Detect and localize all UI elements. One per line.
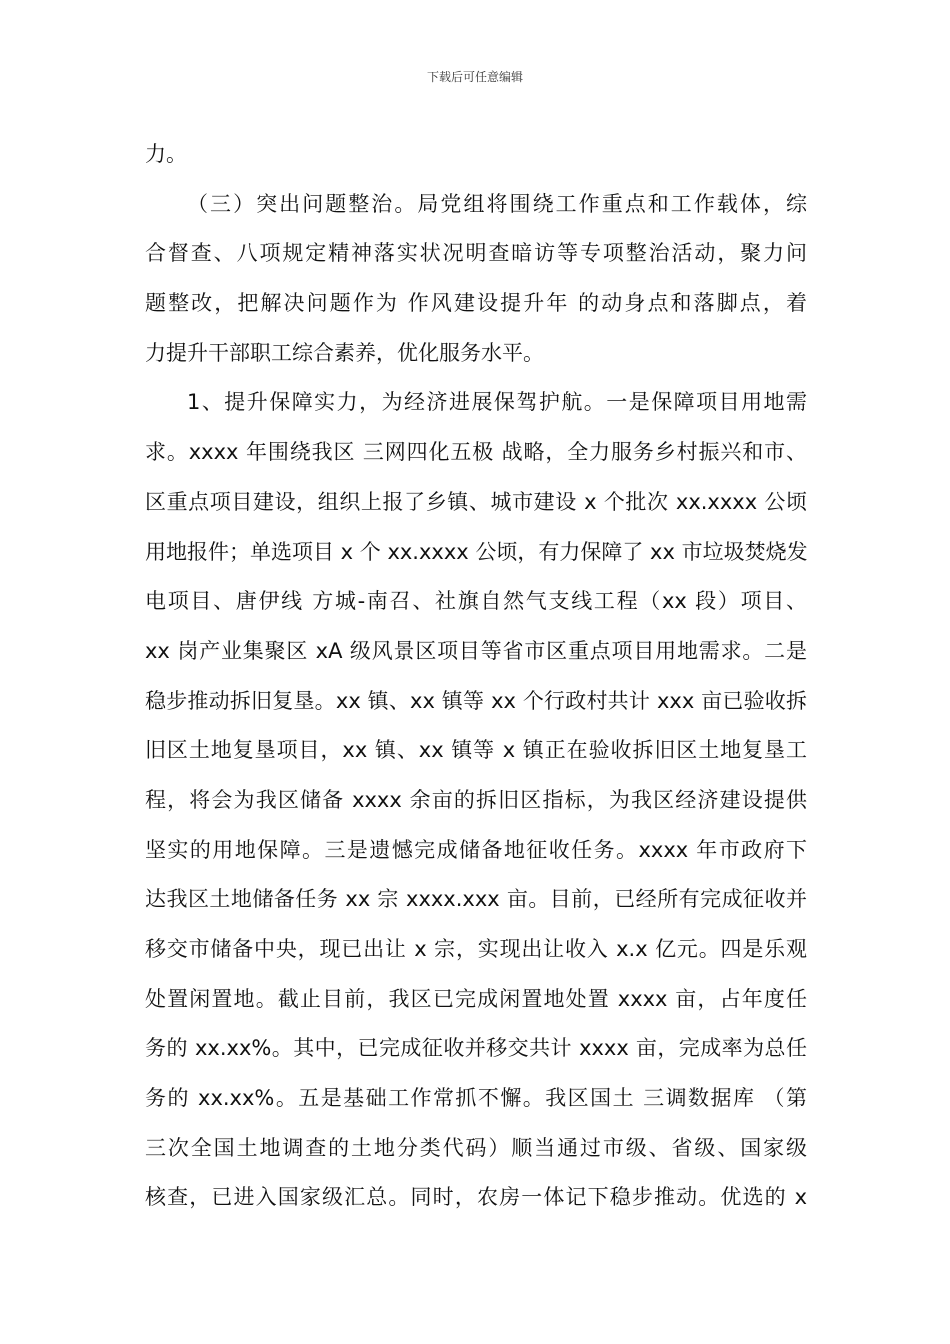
page-header: 下载后可任意编辑 [426, 70, 523, 84]
text-line: 处置闲置地。截止目前，我区已完成闲置地处置 xxxx 亩，占年度任 [145, 986, 807, 1011]
text-line: 移交市储备中央，现已出让 x 宗，实现出让收入 x.x 亿元。四是乐观 [145, 937, 807, 961]
text-line: 力。 [145, 142, 187, 166]
text-line: 力提升干部职工综合素养，优化服务水平。 [145, 340, 544, 365]
text-line: 用地报件；单选项目 x 个 xx.xxxx 公顷，有力保障了 xx 市垃圾焚烧发 [145, 539, 808, 564]
text-line: 务的 xx.xx%。五是基础工作常抓不懈。我区国土 三调数据库 （第 [145, 1086, 807, 1111]
text-line: 三次全国土地调查的土地分类代码）顺当通过市级、省级、国家级 [145, 1135, 807, 1160]
text-line: （三）突出问题整治。局党组将围绕工作重点和工作载体，综 [187, 191, 807, 216]
text-line: xx 岗产业集聚区 xA 级风景区项目等省市区重点项目用地需求。二是 [145, 638, 807, 663]
document-body [145, 130, 807, 1223]
text-line: 旧区土地复垦项目，xx 镇、xx 镇等 x 镇正在验收拆旧区土地复垦工 [145, 738, 807, 763]
text-line: 1、提升保障实力，为经济进展保驾护航。一是保障项目用地需 [187, 390, 807, 415]
text-line: 稳步推动拆旧复垦。xx 镇、xx 镇等 xx 个行政村共计 xxx 亩已验收拆 [145, 688, 807, 713]
text-line: 核查，已进入国家级汇总。同时，农房一体记下稳步推动。优选的 x [145, 1185, 807, 1210]
text-line: 达我区土地储备任务 xx 宗 xxxx.xxx 亩。目前，已经所有完成征收并 [145, 887, 807, 912]
text-line: 程，将会为我区储备 xxxx 余亩的拆旧区指标，为我区经济建设提供 [145, 787, 807, 812]
text-line: 区重点项目建设，组织上报了乡镇、城市建设 x 个批次 xx.xxxx 公顷 [145, 489, 807, 514]
text-line: 求。xxxx 年围绕我区 三网四化五极 战略，全力服务乡村振兴和市、 [145, 440, 807, 465]
text-line: 合督查、八项规定精神落实状况明查暗访等专项整治活动，聚力问 [145, 241, 807, 266]
text-line: 题整改，把解决问题作为 作风建设提升年 的动身点和落脚点，着 [145, 291, 807, 316]
text-line: 坚实的用地保障。三是遗憾完成储备地征收任务。xxxx 年市政府下 [145, 837, 807, 862]
text-line: 务的 xx.xx%。其中，已完成征收并移交共计 xxxx 亩，完成率为总任 [145, 1036, 807, 1061]
text-line: 电项目、唐伊线 方城-南召、社旗自然气支线工程（xx 段）项目、 [145, 589, 807, 614]
